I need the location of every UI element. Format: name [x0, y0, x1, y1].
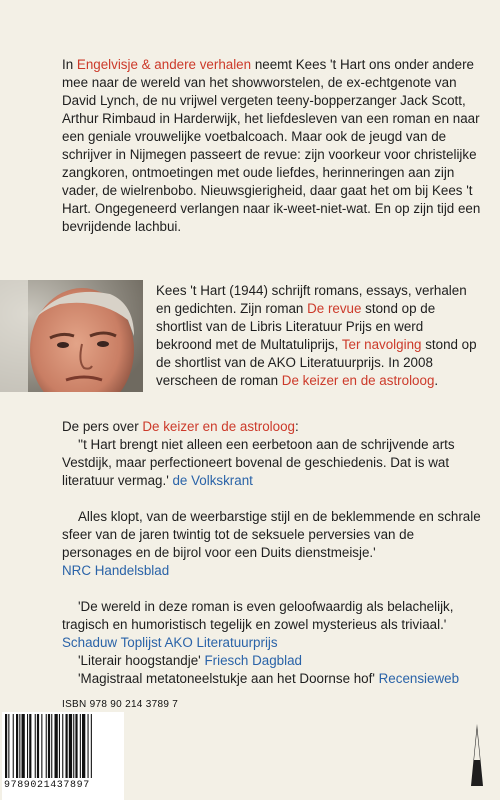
- book-title-de-revue: De revue: [307, 301, 362, 316]
- press-heading: [62, 418, 482, 436]
- book-title-ter-navolging: Ter navolging: [341, 337, 422, 352]
- press-quote-3: [62, 598, 482, 652]
- barcode-bar: [5, 714, 7, 778]
- press-heading-title: De keizer en de astroloog: [142, 419, 295, 434]
- barcode-bar: [13, 714, 14, 778]
- barcode-bar: [16, 714, 18, 778]
- barcode-bar: [66, 714, 68, 778]
- press-heading-colon: :: [294, 419, 299, 434]
- press-heading-text: De pers over: [62, 419, 143, 434]
- barcode-bar: [82, 714, 85, 778]
- press-quote-source: de Volkskrant: [172, 473, 253, 488]
- barcode-bar: [69, 714, 72, 778]
- barcode-bar: [8, 714, 9, 778]
- barcode-bar: [37, 714, 39, 778]
- bio-text-2: stond op de shortlist van de Libris Literatuur Prijs en werd bekroond met de Multatuliprijs,: [156, 301, 436, 352]
- barcode-bar: [75, 714, 77, 778]
- barcode-bar: [51, 714, 52, 778]
- press-quote-text: 'Magistraal metatoneelstukje aan het Doornse hof': [78, 671, 375, 686]
- press-quote-source: Schaduw Toplijst AKO Literatuurprijs: [62, 635, 278, 650]
- intro-text-body: neemt Kees 't Hart ons onder andere mee naar de wereld van het showworstelen, de ex-echtgenote van David Lynch, de nu vrijwel vergeten teeny-bopperzanger Jack Scott, Arthur Rimbaud in Harderwijk, het liefdesleven van een roman en naar een geniale vrouwelijke voetbalcoach. Maar ook de jeugd van de schrijver in Nijmegen passeert de revue: zijn voorkeur voor christelijke zangkoren, ontmoetingen met oude liefdes, herinneringen aan zijn vader, de wielrenbobo. Nieuwsgierigheid, daar gaat het om bij Kees 't Hart. Ongegeneerd verlangen naar ik-weet-niet-wat. En op zijn tijd een bevrijdende lachbui.: [62, 57, 481, 234]
- press-quote-5: [62, 670, 482, 688]
- press-quote-text: Alles klopt, van de weerbarstige stijl en de beklemmende en schrale sfeer van de jaren twintig tot de seksuele perversies van de personages en de bijrol voor een Duits dienstmeisje.': [62, 509, 481, 560]
- publisher-logo: [465, 720, 489, 790]
- press-quote-1: [62, 436, 482, 490]
- barcode-bar: [88, 714, 89, 778]
- barcode-digits: 9789021437897: [4, 780, 90, 791]
- barcode-bar: [22, 714, 25, 778]
- isbn-label: ISBN 978 90 214 3789 7: [62, 699, 179, 710]
- book-title-keizer: De keizer en de astroloog: [281, 373, 435, 388]
- barcode-bar: [91, 714, 92, 778]
- press-quote-source: Recensieweb: [378, 671, 460, 686]
- barcode-bar: [35, 714, 36, 778]
- intro-text-start: In: [62, 57, 77, 72]
- press-quote-text: 'De wereld in deze roman is even geloofwaardig als belachelijk, tragisch en humoristisch tegelijk en zowel mysterieus als triviaal.': [62, 599, 454, 632]
- press-quote-source: Friesch Dagblad: [204, 653, 302, 668]
- barcode-bar: [29, 714, 31, 778]
- author-bio: [156, 282, 482, 390]
- barcode-bar: [73, 714, 74, 778]
- press-quote-text: 'Literair hoogstandje': [78, 653, 201, 668]
- barcode-bar: [48, 714, 50, 778]
- barcode-bar: [46, 714, 47, 778]
- bio-text-1: Kees 't Hart (1944) schrijft romans, essays, verhalen en gedichten. Zijn roman: [156, 283, 467, 316]
- press-quote-2: [62, 508, 482, 580]
- barcode-bar: [55, 714, 58, 778]
- barcode-bar: [80, 714, 81, 778]
- press-quote-source: NRC Handelsblad: [62, 563, 170, 578]
- author-portrait: [0, 280, 143, 392]
- intro-paragraph: [62, 56, 482, 236]
- bio-text-4: .: [434, 373, 439, 388]
- barcode-bar: [62, 714, 63, 778]
- barcode-bar: [19, 714, 20, 778]
- barcode-bar: [41, 714, 42, 778]
- barcode-bar: [27, 714, 28, 778]
- bio-text-3: stond op de shortlist van de AKO Literatuurprijs. In 2008 verscheen de roman: [156, 337, 477, 388]
- barcode-bar: [59, 714, 60, 778]
- book-title-engelvisje: Engelvisje & andere verhalen: [76, 57, 252, 72]
- press-quote-text: ''t Hart brengt niet alleen een eerbetoon aan de schrijvende arts Vestdijk, maar perfectioneert bovenal de geschiedenis. Dat is wat literatuur vermag.': [62, 437, 455, 488]
- press-quote-4: [62, 652, 482, 670]
